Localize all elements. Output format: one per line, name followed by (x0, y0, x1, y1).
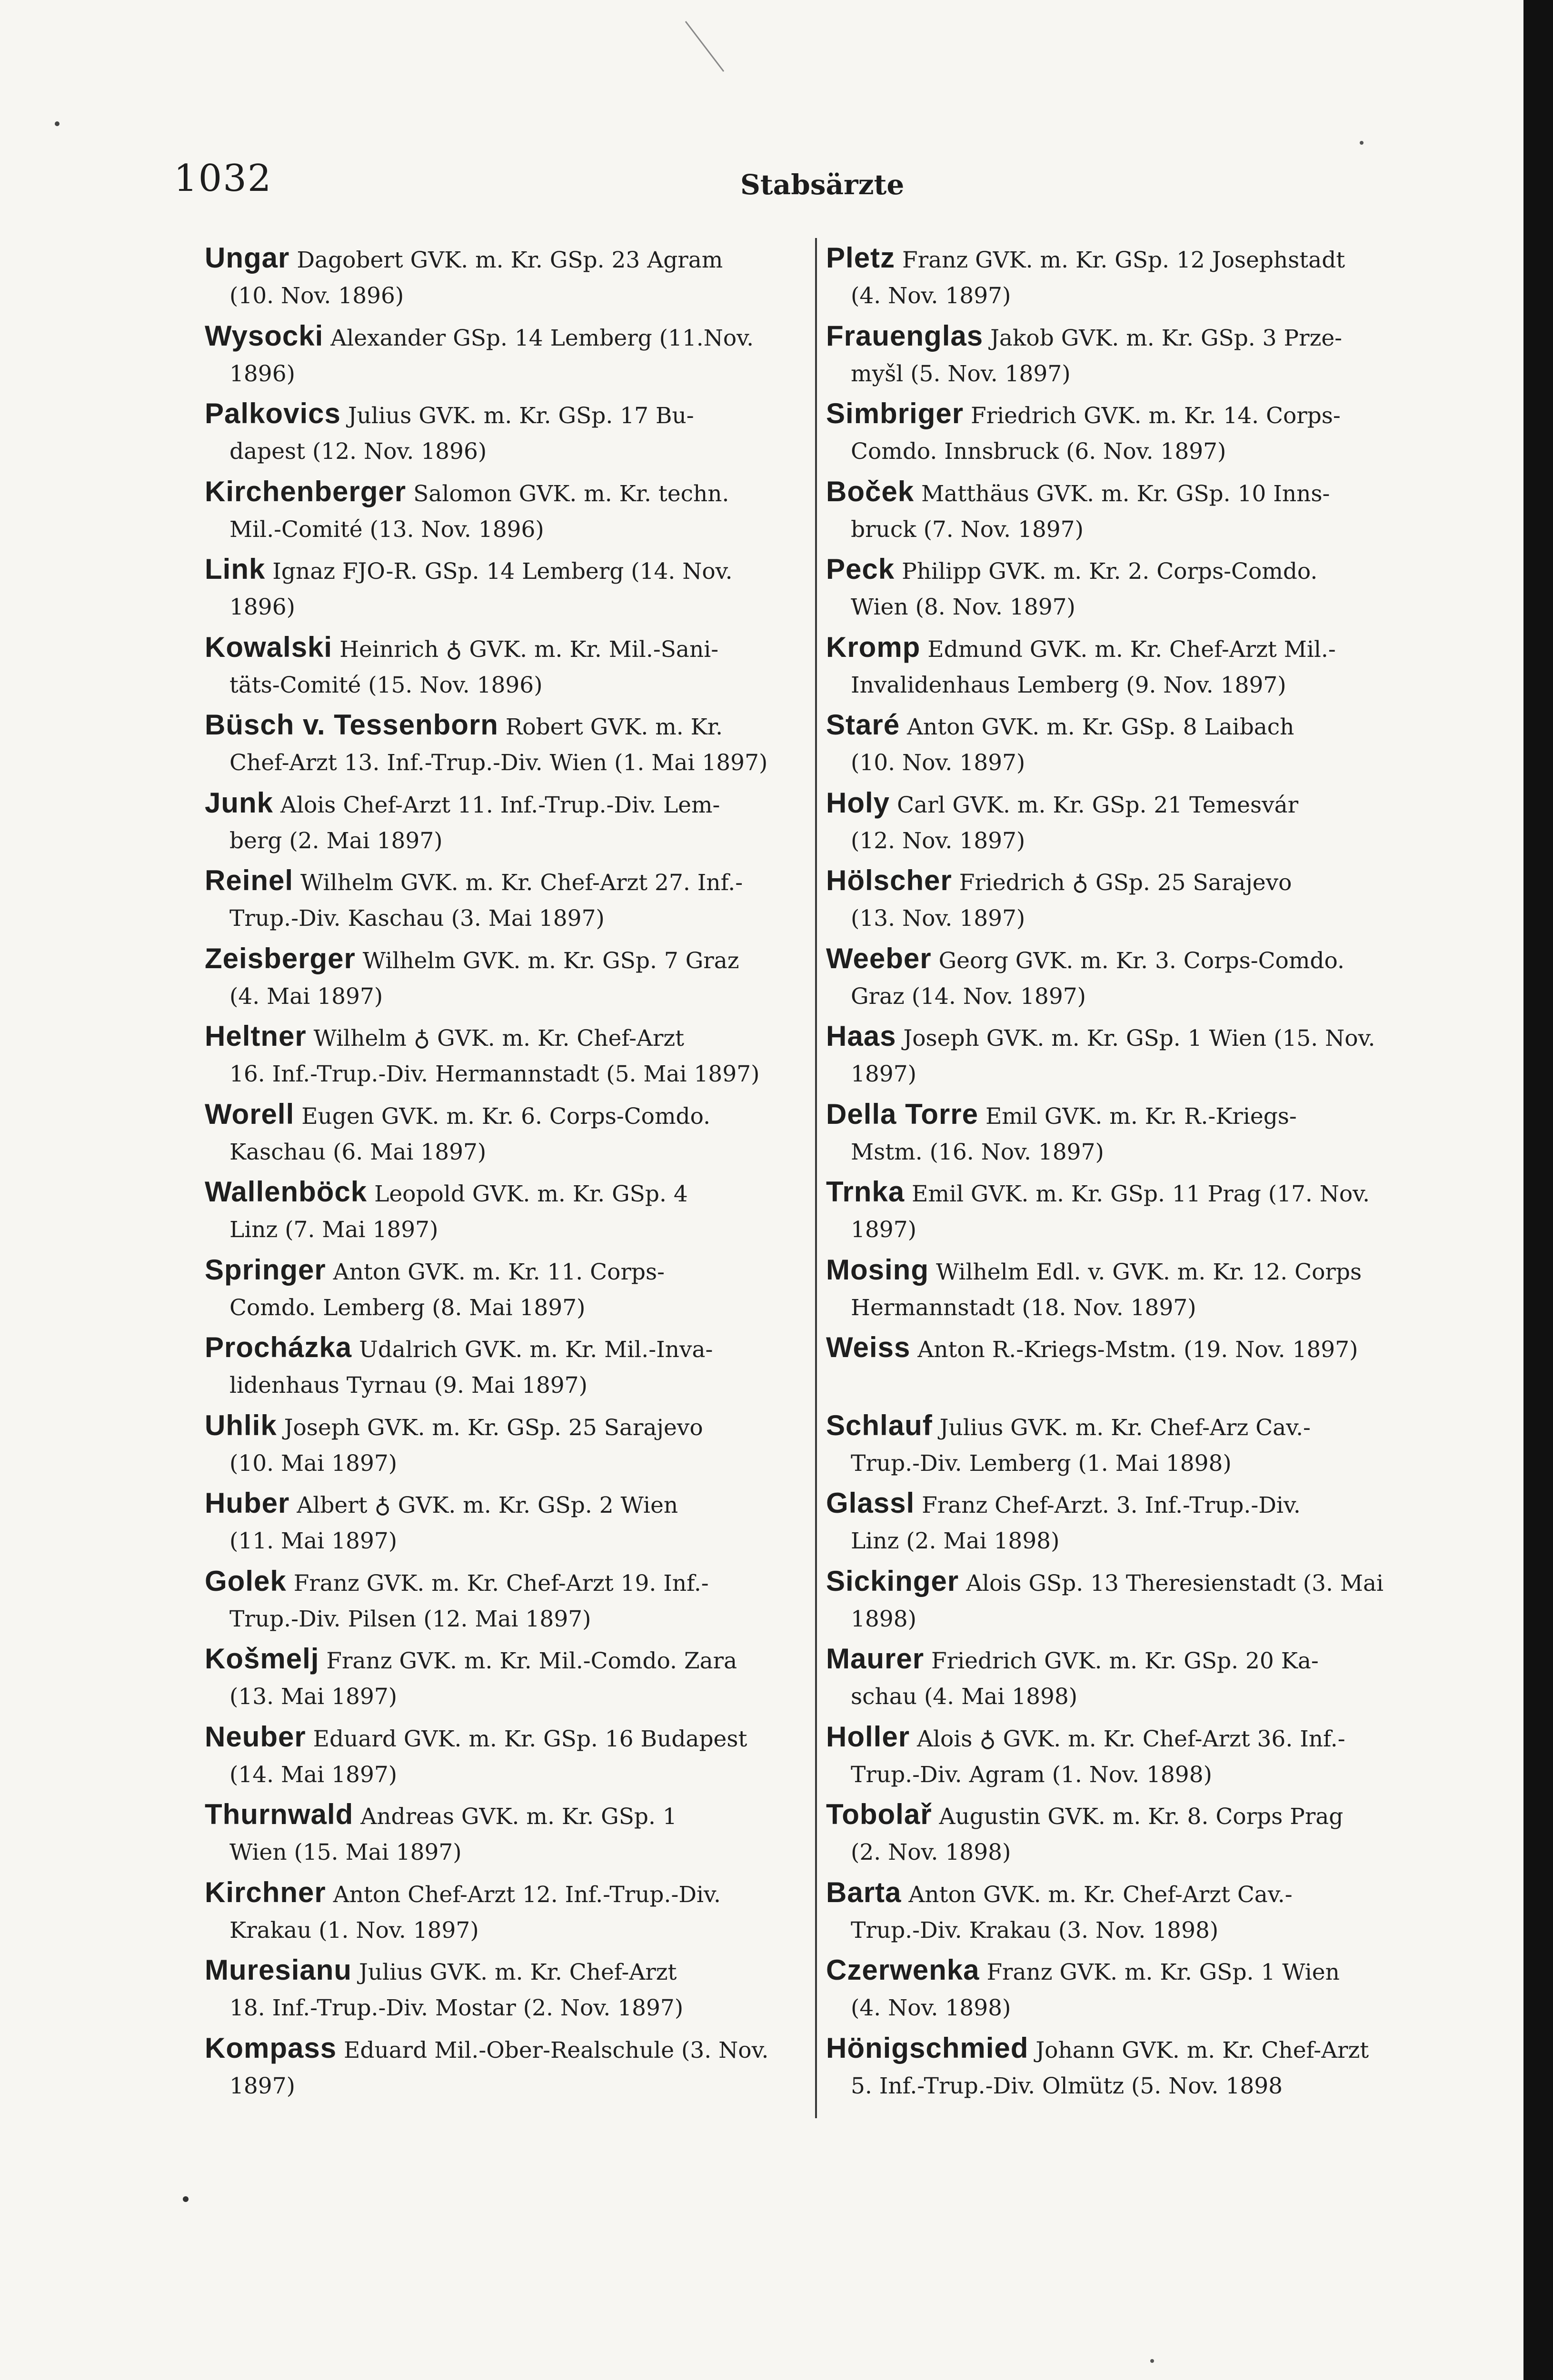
entry-continuation: (10. Nov. 1896) (229, 283, 404, 309)
surname: Heltner (205, 1020, 307, 1052)
entry-continuation: schau (4. Mai 1898) (851, 1684, 1078, 1710)
surname: Worell (205, 1098, 295, 1130)
surname: Wallenböck (205, 1176, 368, 1208)
entry-details: Anton R.-Kriegs-Mstm. (19. Nov. 1897) (917, 1337, 1358, 1363)
entry-continuation: (11. Mai 1897) (229, 1528, 398, 1554)
entry-continuation: (14. Mai 1897) (229, 1761, 398, 1788)
entry-continuation: 1897) (851, 1061, 916, 1087)
entry-continuation: (4. Nov. 1898) (851, 1995, 1011, 2021)
surname: Staré (826, 709, 900, 741)
entry-details: Friedrich GVK. m. Kr. GSp. 20 Ka- (931, 1648, 1319, 1674)
entry-continuation: Linz (7. Mai 1897) (229, 1217, 438, 1243)
entry-continuation: myšl (5. Nov. 1897) (851, 360, 1071, 387)
surname: Link (205, 553, 266, 585)
entry-continuation: Trup.-Div. Pilsen (12. Mai 1897) (229, 1606, 591, 1632)
entry-continuation: Invalidenhaus Lemberg (9. Nov. 1897) (851, 672, 1286, 698)
entry-continuation: 16. Inf.-Trup.-Div. Hermannstadt (5. Mai 1897) (229, 1061, 760, 1087)
entry-details: Jakob GVK. m. Kr. GSp. 3 Prze- (990, 325, 1343, 351)
entry-continuation: 1897) (229, 2073, 295, 2099)
surname: Huber (205, 1487, 290, 1519)
entry-continuation: Trup.-Div. Kaschau (3. Mai 1897) (229, 905, 605, 932)
entry-details: Anton GVK. m. Kr. 11. Corps- (333, 1259, 665, 1285)
surname: Kirchner (205, 1876, 326, 1908)
entry-details: Franz GVK. m. Kr. Chef-Arzt 19. Inf.- (293, 1570, 709, 1597)
entry-continuation: Trup.-Div. Lemberg (1. Mai 1898) (851, 1450, 1232, 1477)
surname: Kromp (826, 631, 921, 663)
surname: Golek (205, 1565, 287, 1597)
surname: Haas (826, 1020, 896, 1052)
scan-edge (1523, 0, 1553, 2380)
entry-continuation: Trup.-Div. Krakau (3. Nov. 1898) (851, 1917, 1219, 1944)
surname: Junk (205, 786, 274, 819)
entry-continuation: lidenhaus Tyrnau (9. Mai 1897) (229, 1372, 587, 1398)
entry-continuation: Chef-Arzt 13. Inf.-Trup.-Div. Wien (1. Mai 1897) (229, 750, 768, 776)
entry-continuation: (10. Nov. 1897) (851, 750, 1025, 776)
entry-continuation: (13. Mai 1897) (229, 1684, 398, 1710)
entry-details: Alexander GSp. 14 Lemberg (11.Nov. (330, 325, 754, 351)
surname: Mosing (826, 1253, 929, 1286)
surname: Kirchenberger (205, 475, 407, 507)
entry-continuation: (2. Nov. 1898) (851, 1839, 1011, 1865)
entry-details: Friedrich GVK. m. Kr. 14. Corps- (971, 403, 1341, 429)
entry-continuation: Linz (2. Mai 1898) (851, 1528, 1060, 1554)
running-title: Stabsärzte (740, 169, 905, 201)
surname: Košmelj (205, 1643, 319, 1675)
entry-details: Franz GVK. m. Kr. Mil.-Comdo. Zara (326, 1648, 737, 1674)
surname: Weiss (826, 1331, 911, 1363)
entry-details: Anton GVK. m. Kr. GSp. 8 Laibach (907, 714, 1294, 740)
entry-details: Emil GVK. m. Kr. GSp. 11 Prag (17. Nov. (912, 1181, 1370, 1207)
entry-details: Anton Chef-Arzt 12. Inf.-Trup.-Div. (333, 1881, 721, 1908)
surname: Boček (826, 475, 915, 507)
entry-details: Ignaz FJO-R. GSp. 14 Lemberg (14. Nov. (272, 558, 733, 585)
surname: Springer (205, 1253, 326, 1286)
entry-details: Salomon GVK. m. Kr. techn. (413, 480, 729, 507)
entry-continuation: bruck (7. Nov. 1897) (851, 516, 1084, 543)
surname: Zeisberger (205, 942, 356, 974)
entry-details: Georg GVK. m. Kr. 3. Corps-Comdo. (938, 947, 1344, 974)
surname: Sickinger (826, 1565, 959, 1597)
surname: Holler (826, 1720, 910, 1753)
surname: Reinel (205, 864, 294, 896)
entry-details: Leopold GVK. m. Kr. GSp. 4 (374, 1181, 688, 1207)
surname: Schlauf (826, 1409, 933, 1441)
entry-details: Julius GVK. m. Kr. Chef-Arz Cav.- (939, 1414, 1311, 1441)
entry-continuation: Kaschau (6. Mai 1897) (229, 1139, 487, 1165)
surname: Procházka (205, 1331, 352, 1363)
entry-continuation: Wien (15. Mai 1897) (229, 1839, 462, 1865)
surname: Peck (826, 553, 895, 585)
entry-continuation: 5. Inf.-Trup.-Div. Olmütz (5. Nov. 1898 (851, 2073, 1283, 2099)
entry-details: Eduard GVK. m. Kr. GSp. 16 Budapest (313, 1726, 747, 1752)
surname: Barta (826, 1876, 902, 1908)
entry-details: Julius GVK. m. Kr. GSp. 17 Bu- (348, 403, 694, 429)
surname: Uhlik (205, 1409, 277, 1441)
entry-details: Wilhelm Edl. v. GVK. m. Kr. 12. Corps (936, 1259, 1362, 1285)
entry-details: Andreas GVK. m. Kr. GSp. 1 (360, 1804, 677, 1830)
surname: Frauenglas (826, 319, 984, 352)
entry-details: Wilhelm ♁ GVK. m. Kr. Chef-Arzt (313, 1025, 685, 1051)
surname: Trnka (826, 1176, 905, 1208)
entry-details: Heinrich ♁ GVK. m. Kr. Mil.-Sani- (339, 636, 719, 663)
entry-details: Dagobert GVK. m. Kr. GSp. 23 Agram (297, 247, 723, 273)
surname: Simbriger (826, 397, 964, 429)
entry-continuation: (10. Mai 1897) (229, 1450, 398, 1477)
entry-details: Philipp GVK. m. Kr. 2. Corps-Comdo. (902, 558, 1318, 585)
surname: Kompass (205, 2032, 337, 2064)
entry-continuation: Krakau (1. Nov. 1897) (229, 1917, 479, 1944)
entry-details: Eugen GVK. m. Kr. 6. Corps-Comdo. (301, 1103, 711, 1130)
surname: Maurer (826, 1643, 925, 1675)
entry-continuation: 1898) (851, 1606, 916, 1632)
surname: Glassl (826, 1487, 915, 1519)
entry-continuation: Wien (8. Nov. 1897) (851, 594, 1075, 620)
entry-details: Franz GVK. m. Kr. GSp. 1 Wien (986, 1959, 1340, 1985)
entry-continuation: Mil.-Comité (13. Nov. 1896) (229, 516, 544, 543)
entry-details: Wilhelm GVK. m. Kr. GSp. 7 Graz (362, 947, 739, 974)
page-number: 1032 (174, 157, 272, 200)
entry-details: Joseph GVK. m. Kr. GSp. 25 Sarajevo (284, 1414, 703, 1441)
entry-details: Franz Chef-Arzt. 3. Inf.-Trup.-Div. (922, 1492, 1301, 1518)
entry-details: Albert ♁ GVK. m. Kr. GSp. 2 Wien (297, 1492, 678, 1518)
entry-continuation: Mstm. (16. Nov. 1897) (851, 1139, 1104, 1165)
surname: Kowalski (205, 631, 333, 663)
entry-details: Franz GVK. m. Kr. GSp. 12 Josephstadt (902, 247, 1345, 273)
entry-continuation: 18. Inf.-Trup.-Div. Mostar (2. Nov. 1897) (229, 1995, 684, 2021)
entry-details: Johann GVK. m. Kr. Chef-Arzt (1035, 2037, 1369, 2063)
entry-details: Alois Chef-Arzt 11. Inf.-Trup.-Div. Lem- (280, 792, 720, 818)
entry-continuation: täts-Comité (15. Nov. 1896) (229, 672, 543, 698)
entry-details: Udalrich GVK. m. Kr. Mil.-Inva- (359, 1337, 713, 1363)
surname: Hönigschmied (826, 2032, 1029, 2064)
entry-continuation: Comdo. Innsbruck (6. Nov. 1897) (851, 438, 1226, 465)
surname: Czerwenka (826, 1954, 980, 1986)
surname: Pletz (826, 242, 896, 274)
entry-details: Emil GVK. m. Kr. R.-Kriegs- (985, 1103, 1297, 1130)
entry-details: Augustin GVK. m. Kr. 8. Corps Prag (939, 1804, 1344, 1830)
entry-details: Alois ♁ GVK. m. Kr. Chef-Arzt 36. Inf.- (917, 1726, 1345, 1752)
entry-continuation: 1896) (229, 360, 295, 387)
entry-continuation: berg (2. Mai 1897) (229, 827, 443, 854)
entry-continuation: 1897) (851, 1217, 916, 1243)
entry-details: Joseph GVK. m. Kr. GSp. 1 Wien (15. Nov. (903, 1025, 1375, 1051)
entry-continuation: Comdo. Lemberg (8. Mai 1897) (229, 1294, 586, 1321)
entry-continuation: Trup.-Div. Agram (1. Nov. 1898) (851, 1761, 1212, 1788)
entry-details: Friedrich ♁ GSp. 25 Sarajevo (959, 870, 1292, 896)
surname: Holy (826, 786, 890, 819)
surname: Tobolař (826, 1798, 932, 1830)
entry-details: Robert GVK. m. Kr. (505, 714, 723, 740)
entry-continuation: (12. Nov. 1897) (851, 827, 1025, 854)
entry-details: Wilhelm GVK. m. Kr. Chef-Arzt 27. Inf.- (300, 870, 743, 896)
entry-details: Alois GSp. 13 Theresienstadt (3. Mai (966, 1570, 1384, 1597)
entry-continuation: Hermannstadt (18. Nov. 1897) (851, 1294, 1196, 1321)
entry-continuation: (13. Nov. 1897) (851, 905, 1025, 932)
entry-continuation: dapest (12. Nov. 1896) (229, 438, 487, 465)
surname: Palkovics (205, 397, 341, 429)
surname: Thurnwald (205, 1798, 354, 1830)
entry-details: Anton GVK. m. Kr. Chef-Arzt Cav.- (908, 1881, 1293, 1908)
entry-continuation: (4. Nov. 1897) (851, 283, 1011, 309)
entry-details: Carl GVK. m. Kr. GSp. 21 Temesvár (896, 792, 1299, 818)
surname: Hölscher (826, 864, 952, 896)
surname: Neuber (205, 1720, 306, 1753)
entry-continuation: (4. Mai 1897) (229, 983, 383, 1010)
surname: Della Torre (826, 1098, 978, 1130)
surname: Wysocki (205, 319, 324, 352)
entry-details: Edmund GVK. m. Kr. Chef-Arzt Mil.- (927, 636, 1336, 663)
surname: Muresianu (205, 1954, 352, 1986)
entry-details: Matthäus GVK. m. Kr. GSp. 10 Inns- (921, 480, 1330, 507)
surname: Büsch v. Tessenborn (205, 709, 498, 741)
entry-details: Julius GVK. m. Kr. Chef-Arzt (359, 1959, 677, 1985)
entry-continuation: Graz (14. Nov. 1897) (851, 983, 1086, 1010)
surname: Ungar (205, 242, 290, 274)
entry-details: Eduard Mil.-Ober-Realschule (3. Nov. (344, 2037, 769, 2063)
entry-continuation: 1896) (229, 594, 295, 620)
surname: Weeber (826, 942, 932, 974)
